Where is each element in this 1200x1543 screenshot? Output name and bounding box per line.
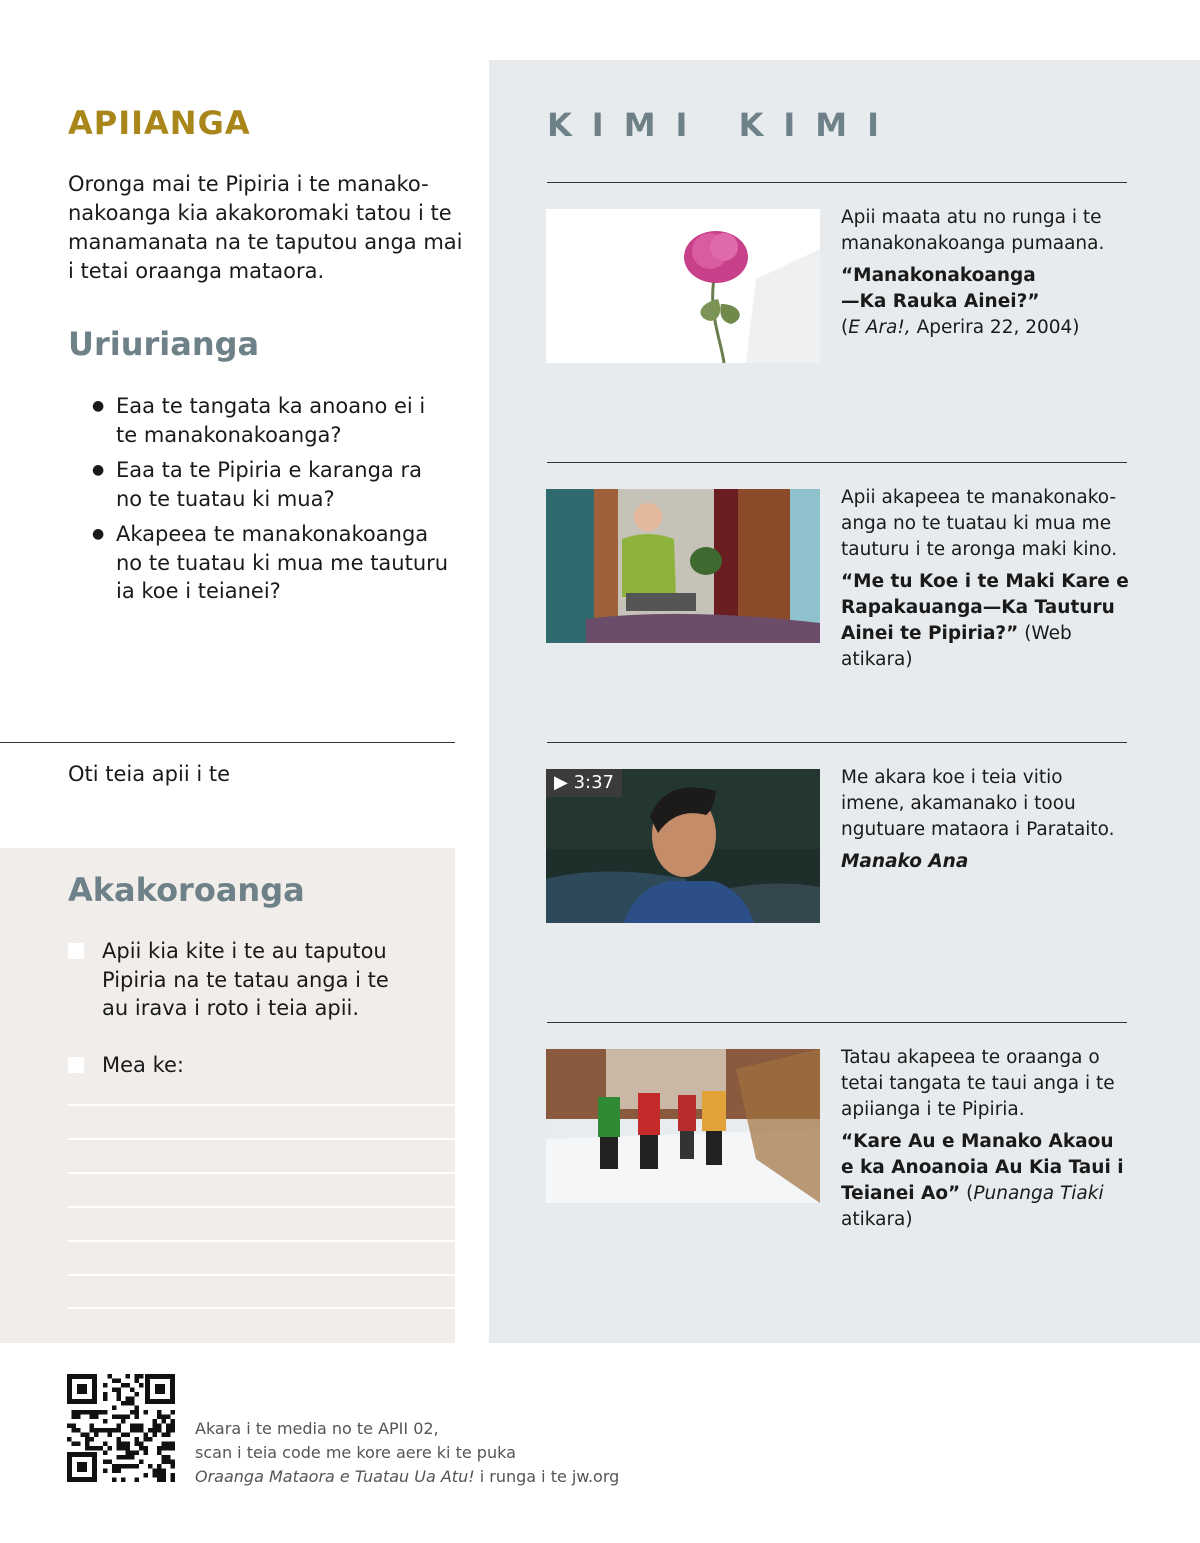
lesson-heading: APIIANGA	[68, 104, 251, 142]
review-heading: Uriurianga	[68, 325, 260, 363]
resource-title[interactable]: Manako Ana	[841, 851, 969, 872]
resource-source: (E Ara!, Aperira 22, 2004)	[841, 317, 1080, 338]
write-line[interactable]	[68, 1206, 455, 1208]
footer-note	[195, 1417, 619, 1489]
qr-code-icon[interactable]	[67, 1374, 175, 1482]
resource-description: Apii maata atu no runga i te manakonakoanga pumaana.	[841, 207, 1105, 254]
resource-source: (Web atikara)	[841, 623, 1072, 670]
man-window-thumbnail[interactable]	[546, 489, 820, 643]
write-line[interactable]	[68, 1274, 455, 1276]
resource-entry	[841, 765, 1131, 875]
footer-line: Oraanga Mataora e Tuatau Ua Atu! i runga i te jw.org	[195, 1467, 620, 1486]
resource-title-line	[841, 569, 1131, 673]
review-question: ● Akapeea te manakonakoanga no te tuatau ki mua me tauturu ia koe i teianei?	[92, 520, 452, 606]
explore-heading: KIMI KIMI	[547, 106, 900, 144]
divider	[0, 742, 455, 743]
write-line[interactable]	[68, 1307, 455, 1309]
goal-checkbox[interactable]	[68, 943, 84, 959]
video-duration-badge: ▶ 3:37	[546, 769, 622, 797]
divider	[547, 1022, 1127, 1023]
goal-text: Apii kia kite i te au taputou Pipiria na te tatau anga i te au irava i roto i teia apii.	[102, 939, 389, 1020]
snow-walk-thumbnail[interactable]	[546, 1049, 820, 1203]
goal-item[interactable]	[68, 937, 402, 1023]
divider	[547, 742, 1127, 743]
resource-title-line: “Kare Au e Manako Akaou e ka Anoanoia Au Kia Taui i Teianei Ao” (Punanga Tiaki atikara)	[841, 1131, 1124, 1230]
goals-panel	[0, 848, 455, 1343]
divider	[547, 462, 1127, 463]
divider	[547, 182, 1127, 183]
resource-description: Me akara koe i teia vitio imene, akamanako i toou ngutuare mataora i Parataito.	[841, 767, 1115, 840]
goal-checkbox[interactable]	[68, 1057, 84, 1073]
footer-line: scan i teia code me kore aere ki te puka	[195, 1443, 516, 1462]
goal-text: Mea ke:	[102, 1053, 184, 1077]
resource-title[interactable]: “Me tu Koe i te Maki Kare e Rapakauanga—Ka Tauturu Ainei te Pipiria?”	[841, 571, 1129, 644]
resource-entry	[841, 205, 1131, 341]
review-question: ● Eaa te tangata ka anoano ei i te manakonakoanga?	[92, 392, 452, 449]
lesson-summary: Oronga mai te Pipiria i te manako-nakoanga kia akakoromaki tatou i te manamanata na te taputou anga mai i tetai oraanga mataora.	[68, 172, 463, 283]
resource-title[interactable]: “Kare Au e Manako Akaou e ka Anoanoia Au Kia Taui i Teianei Ao”	[841, 1131, 1124, 1204]
write-line[interactable]	[68, 1172, 455, 1174]
write-line[interactable]	[68, 1104, 455, 1106]
flower-thumbnail[interactable]	[546, 209, 820, 363]
goal-item[interactable]	[68, 1051, 402, 1080]
review-questions	[92, 392, 452, 613]
write-line[interactable]	[68, 1138, 455, 1140]
review-question: ● Eaa ta te Pipiria e karanga ra no te tuatau ki mua?	[92, 456, 452, 513]
write-line[interactable]	[68, 1240, 455, 1242]
resource-description: Tatau akapeea te oraanga o tetai tangata te taui anga i te apiianga i te Pipiria.	[841, 1047, 1115, 1120]
resource-title[interactable]: “Manakonakoanga —Ka Rauka Ainei?”	[841, 265, 1040, 312]
goals-heading: Akakoroanga	[68, 871, 305, 909]
resource-entry	[841, 1045, 1131, 1233]
completed-label: Oti teia apii i te	[68, 762, 231, 786]
footer-line: Akara i te media no te APII 02,	[195, 1419, 439, 1438]
video-thumbnail[interactable]	[546, 769, 820, 923]
resource-description: Apii akapeea te manakonako-anga no te tuatau ki mua me tauturu i te aronga maki kino.	[841, 487, 1118, 560]
resource-entry	[841, 485, 1131, 673]
